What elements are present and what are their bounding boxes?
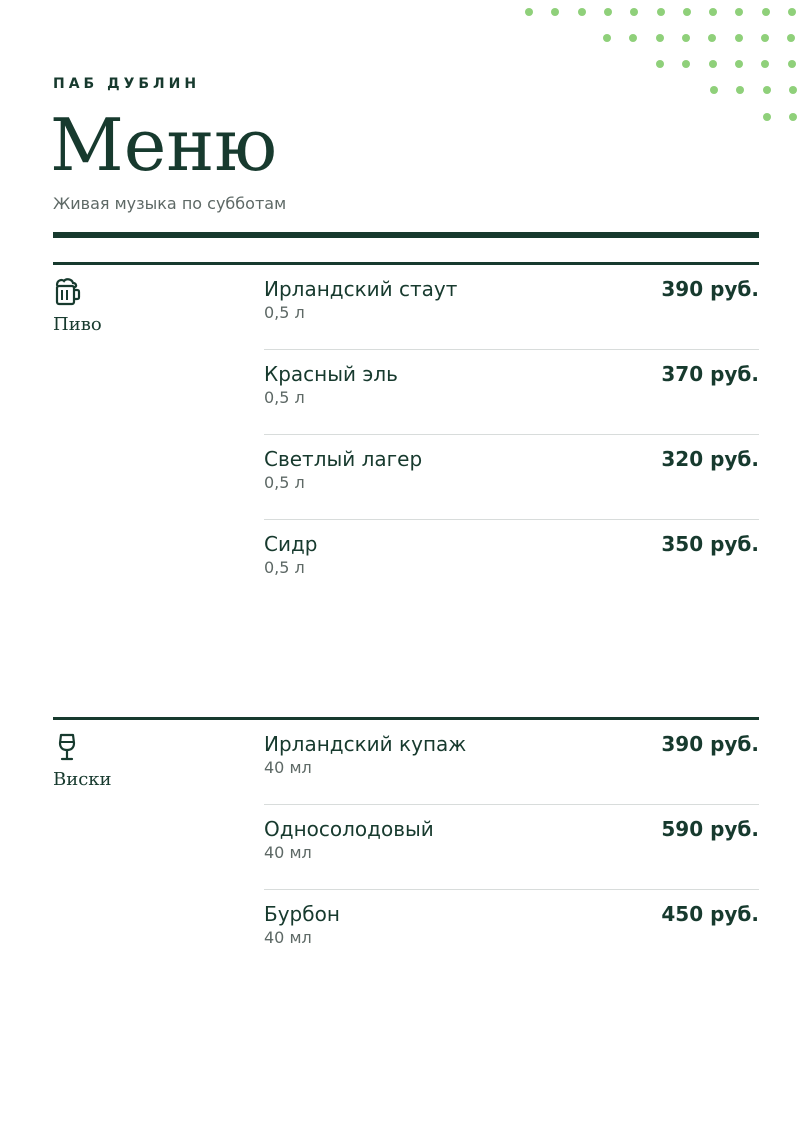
decorative-dot — [761, 34, 769, 42]
wine-glass-icon — [53, 732, 81, 762]
item-price: 370 руб. — [661, 362, 759, 386]
decorative-dot — [630, 8, 638, 16]
page-subtitle: Живая музыка по субботам — [53, 194, 287, 213]
item-list — [264, 720, 759, 974]
decorative-dot — [788, 60, 796, 68]
decorative-dot — [761, 60, 769, 68]
page-title: Меню — [50, 103, 278, 187]
beer-mug-icon — [53, 277, 81, 307]
decorative-dot — [763, 113, 771, 121]
menu-item — [264, 435, 759, 520]
item-name: Ирландский стаут — [264, 277, 458, 301]
menu-item — [264, 265, 759, 350]
menu-item — [264, 350, 759, 435]
decorative-dot — [710, 86, 718, 94]
header-divider — [53, 232, 759, 238]
decorative-dot — [789, 113, 797, 121]
decorative-dot — [682, 60, 690, 68]
item-name: Красный эль — [264, 362, 398, 386]
decorative-dot — [551, 8, 559, 16]
item-price: 390 руб. — [661, 732, 759, 756]
menu-item — [264, 520, 759, 604]
decorative-dot — [763, 86, 771, 94]
item-name: Бурбон — [264, 902, 340, 926]
section-title: Пиво — [53, 314, 102, 335]
menu-item — [264, 890, 759, 974]
menu-section-whisky — [53, 717, 759, 977]
decorative-dot — [603, 34, 611, 42]
item-volume: 40 мл — [264, 928, 312, 947]
decorative-dot — [709, 8, 717, 16]
decorative-dot — [735, 60, 743, 68]
item-volume: 40 мл — [264, 843, 312, 862]
decorative-dot — [629, 34, 637, 42]
menu-section-beer — [53, 262, 759, 602]
item-price: 390 руб. — [661, 277, 759, 301]
decorative-dot — [525, 8, 533, 16]
decorative-dot — [708, 34, 716, 42]
section-title: Виски — [53, 769, 112, 790]
decorative-dot — [787, 34, 795, 42]
item-name: Ирландский купаж — [264, 732, 467, 756]
item-list — [264, 265, 759, 604]
decorative-dot — [735, 8, 743, 16]
decorative-dot — [604, 8, 612, 16]
item-price: 590 руб. — [661, 817, 759, 841]
item-volume: 40 мл — [264, 758, 312, 777]
decorative-dot — [736, 86, 744, 94]
item-name: Светлый лагер — [264, 447, 423, 471]
brand-name: ПАБ ДУБЛИН — [53, 76, 201, 92]
item-volume: 0,5 л — [264, 558, 305, 577]
item-volume: 0,5 л — [264, 473, 305, 492]
decorative-dot — [682, 34, 690, 42]
decorative-dot — [789, 86, 797, 94]
item-name: Односолодовый — [264, 817, 434, 841]
decorative-dot — [683, 8, 691, 16]
decorative-dot — [656, 34, 664, 42]
decorative-dot — [656, 60, 664, 68]
menu-item — [264, 720, 759, 805]
item-name: Сидр — [264, 532, 318, 556]
item-price: 320 руб. — [661, 447, 759, 471]
decorative-dot — [735, 34, 743, 42]
item-price: 350 руб. — [661, 532, 759, 556]
item-price: 450 руб. — [661, 902, 759, 926]
decorative-dot — [657, 8, 665, 16]
decorative-dot — [578, 8, 586, 16]
item-volume: 0,5 л — [264, 303, 305, 322]
decorative-dot — [709, 60, 717, 68]
menu-item — [264, 805, 759, 890]
item-volume: 0,5 л — [264, 388, 305, 407]
decorative-dot — [788, 8, 796, 16]
decorative-dot — [762, 8, 770, 16]
